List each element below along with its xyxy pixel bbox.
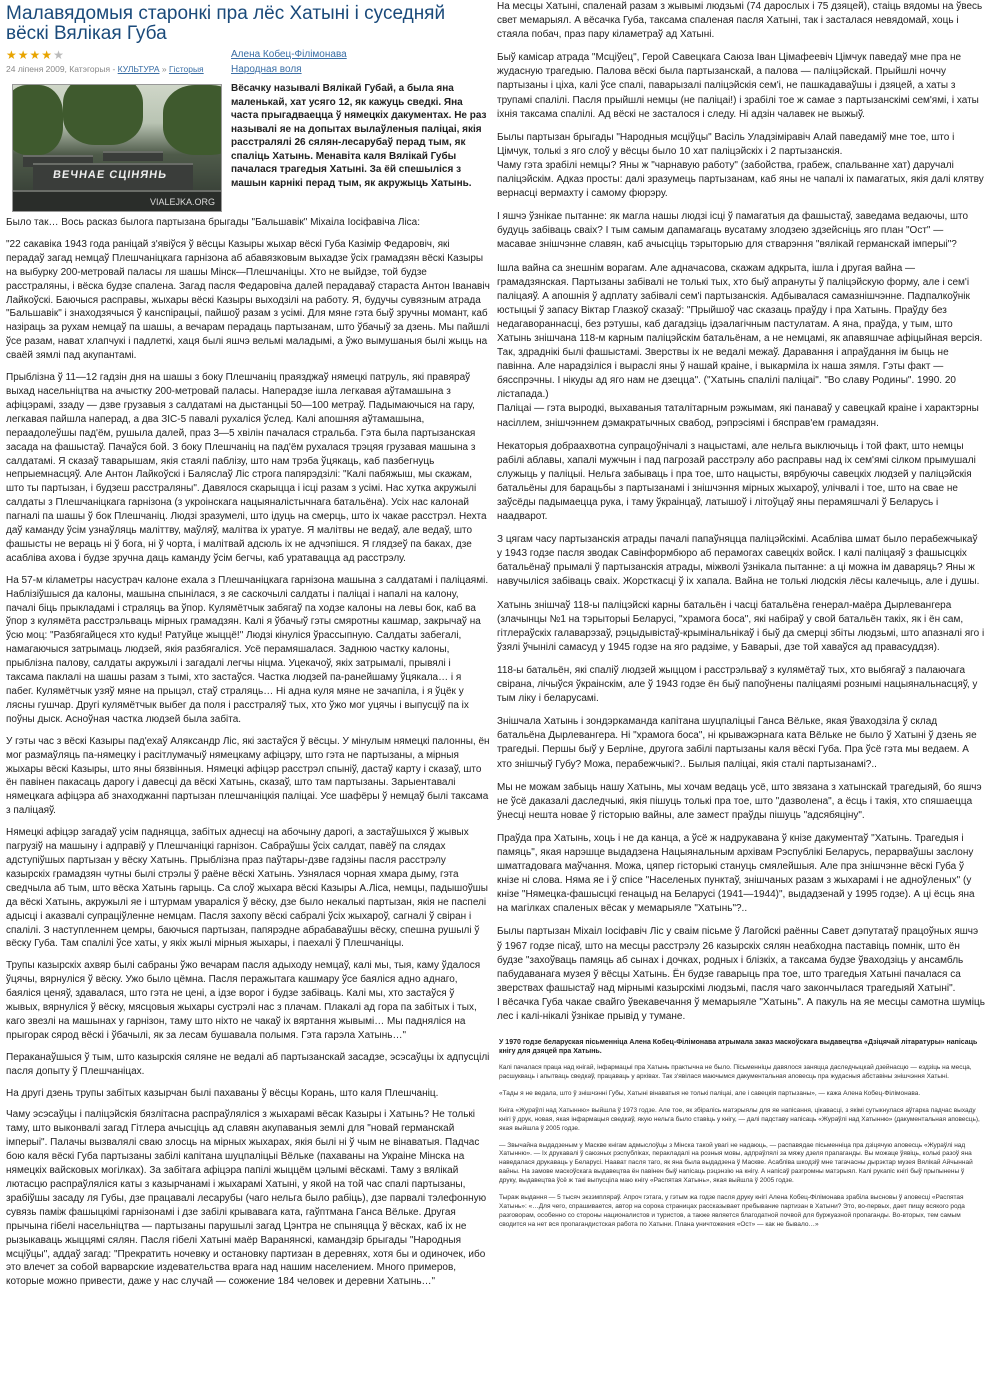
paragraph: Былы партызан Міхаіл Іосіфавіч Ліс у сваім пісьме ў Лагойскі раённы Савет дэпутатаў працоўных яшчэ ў 1967 годзе пісаў, што на месцы расстрэлу 26 казырскіх сялян неабходна паставіць помнік, што ён будзе "захоўваць памяць аб сынах і дочках, родных і блізкіх, а таксама будзе ўваходзіць у ансамбль пабудаванага музея ў вёсцы Хатынь. Ён будзе гаварыць пра тое, што трагедыя Хатыні пачалася са зверствах фашыстаў над мірнымі казырскімі людзьмі, пасля чаго закончылася трагедыяй Хатыні". І вёсачка Губа чакае свайго ўвекавечання ў мемарыяле "Хатынь". А пакуль на яе месцы самотна шуміць лес і калі-нікалі ўзнікае прывід у тумане. [497, 926, 985, 1022]
paragraph: На другі дзень трупы забітых казырчан былі пахаваны ў вёсцы Корань, што каля Плешчаніц. [6, 1087, 439, 1099]
photo-tree [163, 85, 222, 155]
category-separator: » [159, 64, 169, 74]
paragraph: Пераканаўшыся ў тым, што казырскія сяляне не ведалі аб партызанскай засадзе, эсэсаўцы іх адпусцілі пасля допыту ў Плешчаніцах. [6, 1051, 490, 1077]
paragraph: Некаторыя добраахвотна супрацоўнічалі з нацыстамі, але нельга выключыць і той факт, што немцы рабілі аблавы, хапалі мужчын і пад пагрозай расстрэлу або расправы над іх сем'ямі сілком прымушалі служыць у паліцыі. Нельга забываць і пра тое, што нацысты, вярбуючы савецкіх людзей у паліцэйскія батальёны для барацьбы з партызанамі і знішчэння мірных жыхароў, улічвалі і тое, што на свае не заўсёды падымаецца рука, і таму ўкраінцаў, латышоў і літоўцаў яны перамяшчалі ў Беларусь і наадварот. [497, 440, 976, 523]
paragraph: Быў камісар атрада "Мсціўец", Герой Савецкага Саюза Іван Цімафеевіч Цімчук паведаў мне пра не жудасную трагедыю. Палова вёскі была партызанскай, а палова — паліцэйскай. Прыйшлі ноччу партызаны і ціха, калі ўсе спалі, паварызалі паліцэйскія сем'і, не пашкадаваўшы і дзяцей, а хаты з трупамі спалілі. Пасля прыйшлі немцы (не паліцаі!) і зрабілі тое ж самае з партызанскімі сем'ямі, і хаты іхнія таксама спалілі. Ад вёскі не засталося і следу. Ні адзін чалавек не выжыў. [497, 52, 979, 120]
insert-heading: У 1970 годзе беларуская пісьменніца Алена Кобец-Філімонава атрымала заказ маскоўскага выдавецтва «Дзіцячай літаратуры» напісаць кнігу для дзяцей пра Хатынь. [499, 1039, 978, 1056]
paragraph: Было так… Вось расказ былога партызана брыгады "Бальшавік" Міхаіла Іосіфавіча Ліса: [6, 217, 421, 228]
star-icon[interactable]: ★ [6, 48, 18, 62]
star-icon[interactable]: ★ [41, 48, 54, 62]
photo-block [103, 151, 163, 161]
paragraph: Ішла вайна са знешнім ворагам. Але адначасова, скажам адкрыта, ішла і другая вайна — грамадзянская. Партызаны забівалі не толькі тых, хто быў апрануты ў паліцэйскую форму, але і сем'і паліцаяў. А апошнія ў адплату забівалі сем'і партызанскія. Адбывалася самазнішчэнне. Падпалкоўнік юстыцыі ў запасу Віктар Глазкоў сказаў: "Прыйшоў час сказаць праўду і пра Хатынь. Праўду без недагавораннасці, без рэтушы, каб дагадзіць ідэалагічным пастулатам. А яна, праўда, у тым, што Хатынь знішчана 118-м карным паліцэйскім батальёнам, а не немцамі, як апавяшчае афіцыйная версія. Так, здраднікі былі фашыстамі. Зверствы іх не ведалі межаў. Даравання і апраўдання ім быць не павінна. Але нарадзіліся і выраслі яны ў нашай краіне, і выкарміла іх наша зямля. Гэты факт — бясспрэчны. І нікуды ад яго нам не дзецца". ("Хатынь спалілі паліцаі". "Во славу Родины". 1990. 20 лістапада.) Паліцаі — гэта выродкі, выхаваныя таталітарным рэжымам, які панаваў у савецкай краіне і характэрны насіллем, знішчэннем дэмакратычных свабод, рэпрэсіямі і бясправ'ем грамадзян. [497, 262, 983, 429]
paragraph: Трупы казырскіх ахвяр былі сабраны ўжо вечарам пасля адыходу немцаў, калі мы, тыя, каму ўдалося ўцячы, вярнуліся ў вёску. Ужо было цёмна. Пасля перажытага кашмару ўсе баяліся адно аднаго, баяліся ценяў, здавалася, што гэта не цені, а ідзе ворог і будзе забіваць. Калі мы, хто застаўся ў жывых, вярнуліся ў вёску, мясцовыя жыхары сустрэлі нас з плачам. Плакалі ад гора па забітых і тых, каго звезлі на машынах у гарнізон, таму што ніхто не чакаў іх вяртання жывымі… Мы падняліся на прыгорак сярод вёскі і ўбачылі, як за лесам бушавала полымя. Гэта гарэла Хатынь…" [6, 960, 481, 1041]
paragraph: Кніга «Жураўлі над Хатынню» выйшла ў 1973 годзе. Але тое, як збіралісь матэрыялы для яе напісання, цікавасці, з якімі сутыкнулася аўтарка падчас выхаду кнігі ў друк, новая, якая інфармацыя сведкаў, якую нельга было ставіць у кнігу, — далі падставу напісаць «Жураўлі над Хатынню» (дакументальная аповесць), якая выйшла ў 2005 годзе. [499, 1106, 980, 1132]
lead-block [6, 82, 490, 216]
paragraph: Нямецкі афіцэр загадаў усім падняцца, забітых аднесці на абочыну дарогі, а застаўшыхся ў жывых пагрузіў на машыну і адправіў у Плешчаніцкі гарнізон. Сабраўшы ўсіх салдат, павёў па слядах адступіўшых партызан у вёску Хатынь. Прыблізна праз паўтары-дзве гадзіны пасля расстрэлу казырскіх грамадзян чутны былі стрэлы ў раёне вёскі Хатынь. Узнялася чорная хмара дыму, гэта сведчыла аб тым, што вёска Хатынь гарыць. Са слоў жыхара вёскі Казыры А.Ліса, немцы, падышоўшы да вёскі Хатынь, акружылі яе і штурмам увараліся ў вёску, дзе было некалькі партызан, якія не паспелі адысці і аказвалі супраціўленне немцам. Пасля захопу вёскі сабралі ўсіх жыхароў, сагналі ў свіран і спалілі. З наступленнем цемры, баючыся партызан, папярэдне абрабаваўшы вёску, спешна рушылі ў вёску Губа. Там спалілі ўсе хаты, у якіх жылі мірныя жыхары, і паехалі ў Плешчаніцы. [6, 827, 488, 950]
paragraph: У гэты час з вёскі Казыры пад'ехаў Аляксандр Ліс, які застаўся ў вёсцы. У мінулым нямецкі палонны, ён мог размаўляць па-нямецку і расітлумачыў нямецкаму афіцэру, што гэта не партызаны, а мірныя жыхары вёскі Казыры, што яны бязвінныя. Нямецкі афіцэр расстрэл спыніў, дастаў карту і сказаў, што ён павінен пакасаць дарогу і давесці да вёскі Хатынь, сказаў, што там партызаны. Зарыентавалі нямецкага афіцэра аб знаходжанні партызан плешчаніцкія паліцаі. Усе шафёры ў немцаў былі таксама з паліцаяў. [6, 735, 490, 817]
photo-tree [12, 85, 63, 155]
source-link[interactable]: Народная воля [231, 64, 302, 75]
paragraph: «Тады я не ведала, што ў знішчэнні Губы, Хатыні вінаватыя не толькі паліцаі, але і савецкія партызаны», — кажа Алена Кобец-Філімонава. [499, 1089, 921, 1097]
paragraph: Тыраж выдання — 5 тысяч экзэмпляраў. Апроч гэтага, у гэтым жа годзе пасля друку кнігі Алена Кобец-Філімонава зрабіла высновы ў аповесці «Распятая Хатынь»: «…Для чего, спрашивается, автор на сорока страницах рассказывает пребывание партизан в Хатыни? Это, во-первых, дает пищу всякого рода разговорам, особенно со стороны националистов и туристов, а также является благодатной почвой для буржуазной пропаганды. Во-вторых, тем самым сводится на нет вся пропагандистская работа по Хатыни. Плана уничтожения «Ост» — как не бывало…» [499, 1194, 965, 1228]
paragraph: — Звычайна выдадзеным у Маскве кнігам адмыслоўцы з Мінска такой увагі не надаюць, — распавядае пісьменніца пра дзіцячую аповесць «Жураўлі над Хатынню». — Іх друкавалі ў саюзных рэспубліках, перакладалі на розныя мовы, адпраўлялі за мяжу дзеля прапаганды. Вы можаце ўявіць, колькі разоў яна наведалася друкаваць у Беларусі. Наават пасля таго, як яна была выдадзена ў Маскве. Асабліва шкодзіў мне тагачасны дырэктар музея Вялікай Айчыннай вайны. На замове маскоўскага выдавецтва ён павінен быў напісаць рэцэнзію на кнігу. А напісаў разгромны матэрыял. Калі рукапіс кнігі быў прыпынены ў друку, выдавецтва ўсё ж такі выпусціла маю кнігу «Распятая Хатынь», якая выйшла ў 2005 годзе. [499, 1141, 973, 1185]
insert-body [499, 1064, 983, 1230]
left-column [6, 0, 490, 1297]
article-meta [6, 48, 490, 78]
photo-watermark: VIALEJKA.ORG [149, 197, 215, 207]
paragraph: 118-ы батальён, які спаліў людзей жыццом і расстрэльваў з кулямётаў тых, хто выбягаў з палаючага свірана, лічыўся ўкраінскім, але ў 1943 годзе ён быў папоўнены паліцаямі рознымі нацыянальнасцяў, у тым ліку і беларусамі. [497, 664, 978, 705]
left-body [6, 216, 490, 1289]
paragraph: Прыблізна ў 11—12 гадзін дня на шашы з боку Плешчаніц праязджаў нямецкі патруль, які правяраў выхад насельніцтва на ачыстку 200-метровай паласы. Наперадзе ішла легкавая аўтамашына з афіцэрамі, ззаду — дзве грузавыя з салдатамі на дыстанцыі 50—100 метраў. Падымаючыся на гару, легкавая пайшла наперад, а два ЗІС-5 павалі рухаліся ўслед. Калі апошняя аўтамашына, пераадолеўшы пад'ём, рушыла далей, праз 3—5 хвілін пачалася стральба. Гэта была партызанская засада на фашыстаў. Пачаўся бой. З боку Плешчаніц на пад'ём рухалася трэцяя грузавая машына з салдатамі. Я сказаў таварышам, якія стаялі паблізу, што нам трэба ўцякаць, каб пазбегнуць непрыемнасцяў. Але Антон Лайкоўскі і Баляслаў Ліс строга папярэдзілі: "Калі пабяжыш, мы скажам, што ты партызан, і будзеш расстраляны". Давялося скарыцца і ісці разам з усімі. Нас хутка акружылі салдаты з Плешчаніцкага гарнізона (з укроінскага нацыяналістычнага батальёна). Усіх нас калонай пагналі па шашы ў бок Плешчаніц. Людзі зразумелі, што ідуць на смерць, што іх чакае расстрэл. Нехта даў каманду ўсім узнаўляць маліттву, маўляў, малітва іх уратуе. Я малітвы не ведаў, але ведаў, што фашысты не вераць ні ў бога, ні ў чорта, і малітвай адсюль іх не адчэпішся. Я глядзеў па баках, дзе асабліва ахова і будзе зручна даць каманду ўсім бегчы, каб уратавацца ад расстрэлу. [6, 372, 487, 564]
lead-text: Вёсачку называлі Вялікай Губай, а была яна маленькай, хат усяго 12, як кажуць сведкі. Яна часта прыгадваецца ў нямецкіх дакументах. Не раз называлі яе на допытах вылаўленыя паліцаі, якія расстралялі 26 сялян-лесарубаў перад тым, як спаліць Хатынь. Менавіта каля Вялікай Губы пачалася трагедыя Хатыні. За ёй спешыліся з машын карнікі перад тым, як акружыць Хатынь. [231, 83, 487, 189]
paragraph: Знішчала Хатынь і зондэркаманда капітана шуцпаліцыі Ганса Вёльке, якая ўваходзіла ў склад батальёна Дырлевангера. Ні "хрaмога боса", ні крыважэрнага ката Вёльке не было ў Хатыні ў дзень яе трагедыі. Першы быў у Берліне, другога забілі партызаны каля вёскі Губа. Пра ўсё гэта мы ведаем. А хто знішчыў Губу? Можа, перабежчыкі?.. Былыя паліцаі, якія сталі партызанамі?.. [497, 716, 977, 770]
paragraph: На месцы Хатыні, спаленай разам з жывымі людзьмі (74 дарослых і 75 дзяцей), стаіць вядомы на ўвесь свет мемарыял. А вёсачка Губа, таксама спаленая пасля Хатыні, так і засталася невядомай, хоць і стаяла побач, праз пару кіламетраў ад Хатыні. [497, 1, 983, 41]
paragraph: Мы не можам забыць нашу Хатынь, мы хочам ведаць усё, што звязана з хатынскай трагедыяй, бо яшчэ не ўсё даказалі даследчыкі, якія пішуць толькі пра тое, што "дазволена", а ёсць і такія, хто спяшаецца ўнесці нешта новае ў гісторыю вайны, але замест праўды пішуць "адсябяціну". [497, 781, 982, 821]
star-icon[interactable]: ★ [53, 48, 65, 62]
category-link-culture[interactable]: КУЛЬТУРА [117, 64, 160, 74]
paragraph: Хатынь знішчаў 118-ы паліцэйскі карны батальён і часці батальёна генерал-маёра Дырлевангера (злачынцы №1 на тэрыторыі Беларусі, "хрaмога боса", які набіраў у свой батальён такіх, як і ён сам, гітлераўскіх галаварэзаў, рэцыдывістаў-крымінальнікаў і быў да смерці збіты людзьмі, што апазналі яго і ўзялі ўчынілі самасуд у 1945 годзе на яго радзіме, у Баварыі, дзе той хаваўся ад правасуддзя). [497, 599, 985, 653]
date-category [6, 63, 204, 75]
photo-tree [63, 84, 143, 145]
paragraph: Калі пачалася праца над кнігай, інфармацыі пра Хатынь практычна не было. Пісьменніцы давялося заняцца даследчыцкай дзейнасцю — ездзіць на месца, расшукваць і апытваць сведкаў, працаваць у архівах. Так з'явілася маючымся дакументальная аповесць пра жудасныя абставіны знішчэння Хатыні. [499, 1064, 972, 1080]
star-icon[interactable]: ★ [17, 48, 30, 62]
paragraph: "22 сакавіка 1943 года раніцай з'явіўся ў вёсцы Казыры жыхар вёскі Губа Казімір Федаровіч, які перадаў загад немцаў Плешчаніцкага гарнізона аб абавязковым выхадзе ўсіх грамадзян вёскі Казыры на выбурку 200-метровай паласы ля шашы Мінск—Плешчаніцы. Хто не выйдзе, той будзе расстраляны, і вёска будзе спалена. Загад пасля Федаровіча далей перадаваў стараста Антон Іванавіч Лайкоўскі. Баючыся расправы, жыхары вёскі Казыры выходзілі на работу. Я, будучы сувязным атрада "Бальшавік" і знаходзячыся ў канспірацыі, пайшоў разам з усімі. Для мяне гэта быў зручны момант, каб назіраць за рухам немцаў па шашы, а вечарам перадаць партызанам, што ўбачыў за дзень. Мы пайшлі ўсе разам, нават хлапчукі і падлеткі, хаця былі яшчэ вельмі маладымі, а ўжо вымушаныя былі жыць на сваёй зямлі пад акупантамі. [6, 238, 490, 362]
rating-stars[interactable] [6, 48, 65, 62]
book-insert-box [497, 1038, 985, 1230]
paragraph: І яшчэ ўзнікае пытанне: як магла нашы людзі ісці ў памагатыя да фашыстаў, заведама ведаючы, што будуць забіваць сваіх? І тым самым дапамагаць вусатаму злодзею здзейсніць яго план "Ост" — масавае знішчэнне славян, каб ачысціць тэрыторыю для стварэння "вялікай германскай імперыі"? [497, 211, 969, 251]
right-body [497, 0, 985, 1024]
category-link-history[interactable]: Гісторыя [168, 64, 204, 74]
paragraph: З цягам часу партызанскія атрады пачалі папаўняцца паліцэйскімі. Асабліва шмат было перабежчыкаў у 1943 годзе пасля зводак Савінформбюро аб перамогах савецкіх войск. І калі паліцаяў з фашысцкіх батальёнаў прымалі ў партызанскія атрады, міжволі ўзнікала пытанне: а ці можна ім даваряць? Яны ж навучыліся забіваць сваіх. Жорсткасці ў іх хапала. Вайна не толькі людскія лёсы калечыць, але і душы. [497, 534, 980, 588]
paragraph: Праўда пра Хатынь, хоць і не да канца, а ўсё ж надрукавана ў кнізе дакументаў "Хатынь. Трагедыя і памяць", якая нарэшце выдадзена Нацыянальным архівам Рэспублікі Беларусь, перарваўшы заслону шматгадовага маўчання. Можа, цяпер гісторыкі стануць смялейшыя. Але пра знішчэнне вёскі Губа ў кнізе ні слова. Няма яе і ў спісе "Населеных пунктаў, знішчаных разам з жыхарамі і не адноўленых" (у кнізе "Нямецка-фашысцкі генацыд на Беларусі (1941—1944)", выдадзенай у 1995 годзе). А ці ёсць яна на магілках спаленых вёсак у мемарыяле "Хатынь"?.. [497, 832, 975, 915]
date-text: 24 ліпеня 2009, Катэгорыя - [6, 64, 118, 74]
paragraph: Чаму эсэсаўцы і паліцэйскія бязлітасна распраўляліся з жыхарамі вёсак Казыры і Хатынь? Не толькі таму, што выконвалі загад Гітлера ачысціць ад славян акупаваныя землі для "новай германскай імперыі". Палачы вызвалялі сваю злосць на мірных жыхарах, якія былі ні ў чым не вінаватыя. Падчас бою каля вёскі Губа партызаны забілі капітана шуцпаліцыі Вёльке (пахаваны на Украіне Мінска на нямецкіх вайсковых могілках). За забітага афіцэра папілі жыццём цэлымі вёскамі. Таму з вялікай лютасцю распраўляліся каты з казырчанамі і жыхарамі Хатыні, у якой на той час спалі партызаны, зрабіўшы засаду ля Губы, дзе працавалі лесарубы (чаго нельга было рабіць), дзе парвалі тэлефонную сувязь паміж фашыцкімі гарнізонамі і дзе забілі крывавага ката, гаўптмана Ганса Вёльке. Другая прычына гібелі насельніцтва — партызаны парушылі загад Цэнтра не спыняцца ў вёсках, каб іх не рызыкаваць жыццямі сялян. Пасля гібелі Хатыні маёр Варанянскі, камандзір брыгады "Народныя мсціўцы", аддаў загад: "Прекратить ночевку и остановку партизан в деревнях, хотя бы и одиночек, ибо это влечет за собой варварские издевательства врага над нашим населением. Много примеров, которые можно привести, даже у нас случай — сожжение 184 человек и деревни Хатынь…" [6, 1109, 487, 1288]
khatyn-memorial-photo [12, 84, 222, 212]
article-title: Малавядомыя старонкі пра лёс Хатыні і суседняй вёскі Вялікая Губа [6, 3, 446, 44]
photo-sign: ВЕЧНАЕ СЦІНЯНЬ [52, 169, 168, 181]
paragraph: Былы партызан брыгады "Народныя мсціўцы" Васіль Уладзіміравіч Алай паведаміў мне тое, што і Цімчук, толькі з яго слоў у вёсцы было 10 хат паліцэйскіх і 2 партызанскія. Чаму гэта зрабілі немцы? Яны ж "чарнавую работу" (забойства, грабеж, спальванне хат) даручалі паліцэйскім. Адказ просты: далі зразумець партызанам, каб яны не чапалі іх памагатых, якія далі клятву вернасці вермахту і самому фюрэру. [497, 131, 984, 200]
right-column [497, 0, 985, 1238]
paragraph: На 57-м кіламетры насустрач калоне ехала з Плешчаніцкага гарнізона машына з салдатамі і паліцаямі. Наблізіўшыся да калоны, машына спынілася, з яе саскочылі салдаты і паліцаі і напалі на калону, пачалі біць прыкладамі і страляць ва ўпор. Кулямётчык забягаў па ходзе калоны на левы бок, каб ва ўпор з кулямёта расстрэльваць мірных грамадзян. Калі я ўбачыў гэты смяротны кашмар, закрычаў на ўсю моц: "Разбягайцеся хто куды! Ратуйце жыццё!" Людзі кінуліся ўрассыпную. Салдаты забегалі, намагаючыся затрымаць людзей, якія разбягаліся. Усё перамяшалася. Заднюю частку калоны, прыблізна палову, салдаты акружылі і загадалі легчы ніцма. Уцекачоў, якіх затрымалі, прывялі і таксама паклалі на шашы разам з тымі, хто застаўся. Частка людзей па-ранейшаму ўцякала… і я пабег. Кулямётчык узяў мяне на прыцэл, стаў страляць… Ні адна куля мяне не зачапіла, і я ўцёк у лясны гушчар. Другі кулямётчык выбег да поля і расстраляў тых, хто ўжо мог уцячы і выпусціў па іх поўны дыск. Асноўная частка людзей была забіта. [6, 574, 489, 725]
star-icon[interactable]: ★ [29, 48, 42, 62]
author-link[interactable]: Алена Кобец-Філімонава [231, 49, 347, 60]
